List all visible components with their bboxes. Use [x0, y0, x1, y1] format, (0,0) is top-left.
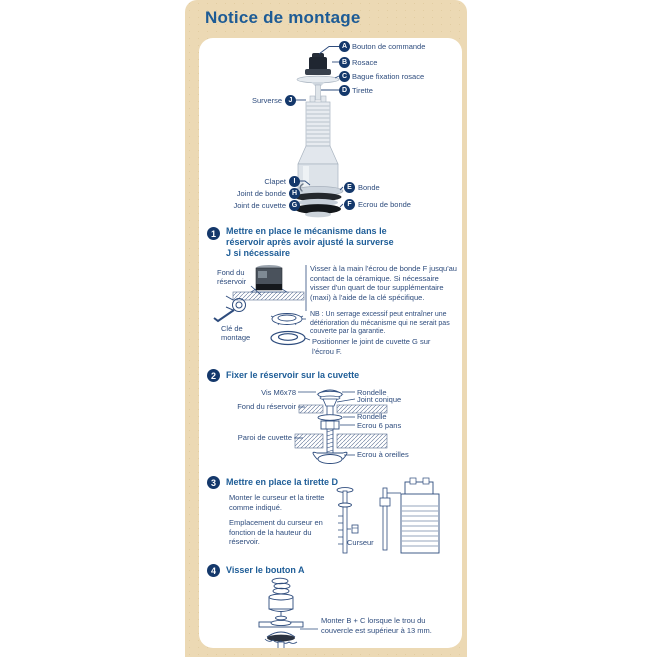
page-title: Notice de montage	[205, 8, 361, 27]
step1-text-positionner: Positionner le joint de cuvette G sur l'écrou F.	[312, 337, 431, 356]
part-badge-e: E	[344, 182, 355, 193]
part-badge-h: H	[289, 188, 300, 199]
part-label-tirette: Tirette	[352, 86, 373, 95]
step3-number: 3	[207, 476, 220, 489]
part-badge-j: J	[285, 95, 296, 106]
step1-text-main: Visser à la main l'écrou de bonde F jusqu'au contact de la céramique. Si nécessaire visser d'un quart de tour supplémentaire (maxi) à l'aide de la clé spécifique.	[310, 264, 457, 302]
step3-title: Mettre en place la tirette D	[226, 477, 339, 487]
step2-title: Fixer le réservoir sur la cuvette	[226, 370, 360, 380]
step3-text-emplacement: Emplacement du curseur en fonction de la hauteur du réservoir.	[229, 518, 323, 546]
part-label-rosace: Rosace	[352, 58, 378, 67]
part-label-ecrou-de-bonde: Ecrou de bonde	[358, 200, 411, 209]
step2-label-fond-reservoir: Fond du réservoir	[237, 402, 296, 411]
part-badge-c: C	[339, 71, 350, 82]
part-label-bague-fixation: Bague fixation rosace	[352, 72, 425, 81]
step2-label-rondelle-1: Rondelle	[357, 388, 387, 397]
content-panel	[199, 38, 462, 648]
step4-title: Visser le bouton A	[226, 565, 305, 575]
step2-number: 2	[207, 369, 220, 382]
part-badge-a: A	[339, 41, 350, 52]
part-badge-b: B	[339, 57, 350, 68]
step2-label-joint-conique: Joint conique	[357, 395, 402, 404]
part-label-clapet: Clapet	[264, 177, 286, 186]
part-label-bouton-de-commande: Bouton de commande	[352, 42, 426, 51]
step1-number: 1	[207, 227, 220, 240]
part-badge-f: F	[344, 199, 355, 210]
step3-label-curseur: Curseur	[347, 538, 374, 547]
step1-label-fond-reservoir: Fond du réservoir	[217, 268, 247, 286]
step2-label-rondelle-2: Rondelle	[357, 412, 387, 421]
step1-text-nb: NB : Un serrage excessif peut entraîner une détérioration du mécanisme qui ne serait pas couverte par la garantie.	[310, 311, 450, 336]
step1-title: Mettre en place le mécanisme dans le réservoir après avoir ajusté la surverse J si nécessaire	[226, 226, 394, 258]
part-badge-g: G	[289, 200, 300, 211]
step1-label-cle-montage: Clé de montage	[221, 324, 251, 342]
step3-text-monter: Monter le curseur et la tirette comme indiqué.	[229, 493, 325, 512]
part-label-joint-de-bonde: Joint de bonde	[236, 189, 286, 198]
step2-label-vis: Vis M6x78	[261, 388, 296, 397]
part-label-joint-de-cuvette: Joint de cuvette	[233, 201, 286, 210]
step2-label-paroi-cuvette: Paroi de cuvette	[237, 433, 292, 442]
part-label-bonde: Bonde	[358, 183, 380, 192]
part-badge-d: D	[339, 85, 350, 96]
step4-text-note: Monter B + C lorsque le trou du couvercle est supérieur à 13 mm.	[321, 616, 432, 635]
step2-label-ecrou-6-pans: Ecrou 6 pans	[357, 421, 402, 430]
part-label-surverse: Surverse	[251, 96, 282, 105]
part-badge-i: I	[289, 176, 300, 187]
button-assembly-illustration	[259, 578, 318, 648]
mechanism-body-illustration	[380, 478, 439, 553]
step4-number: 4	[207, 564, 220, 577]
step2-label-ecrou-oreilles: Ecrou à oreilles	[357, 450, 409, 459]
notice-card	[185, 0, 467, 657]
